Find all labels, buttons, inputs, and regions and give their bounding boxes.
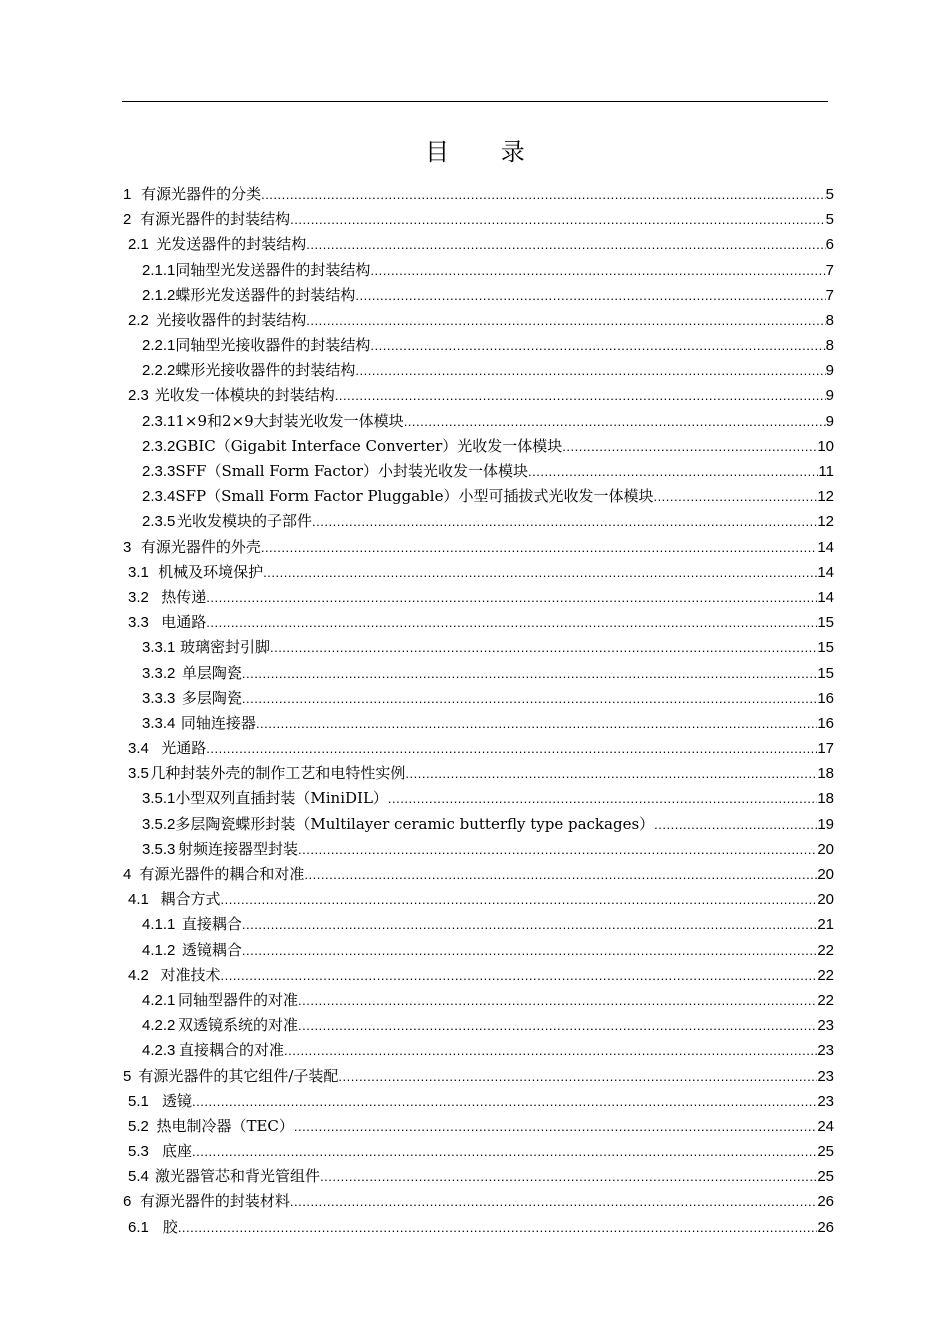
toc-entry-page: 17 [817, 740, 834, 758]
toc-entry-number: 3.3.1 [142, 639, 176, 657]
toc-entry-page: 18 [817, 790, 834, 808]
toc-entry-title: 激光器管芯和背光管组件 [155, 1167, 321, 1186]
toc-entry[interactable] [122, 661, 834, 686]
toc-entry-title: 双透镜系统的对准 [178, 1016, 299, 1035]
toc-entry-number: 3.3.4 [142, 714, 176, 732]
toc-entry-number: 4.2.1 [142, 991, 176, 1009]
toc-entry-title: 光接收器件的封装结构 [156, 310, 307, 329]
toc-entry[interactable] [122, 837, 834, 862]
toc-entry-number: 2.3.4 [142, 488, 176, 506]
toc-entry[interactable] [122, 535, 834, 560]
toc-title: 目 录 [425, 138, 547, 166]
toc-entry-title: SFP（Small Form Factor Pluggable）小型可插拔式光收发一体模块 [175, 487, 654, 506]
toc-entry-page: 12 [817, 488, 834, 506]
toc-entry-page: 20 [817, 866, 834, 884]
toc-entry[interactable] [122, 887, 834, 912]
toc-entry-number: 4.2 [128, 966, 149, 984]
toc-dot-leader [370, 333, 825, 358]
toc-entry-title: 光收发模块的子部件 [177, 512, 313, 531]
toc-dot-leader [355, 283, 825, 308]
toc-entry-number: 4.1.1 [142, 916, 176, 934]
toc-entry-title: 多层陶瓷蝶形封装（Multilayer ceramic butterfly type packages） [175, 814, 655, 833]
toc-dot-leader [263, 560, 817, 585]
toc-entry-title: 热传递 [161, 587, 207, 606]
toc-entry[interactable] [122, 434, 834, 459]
toc-entry-page: 10 [817, 437, 834, 455]
toc-dot-leader [192, 1089, 817, 1114]
toc-dot-leader [306, 232, 825, 257]
toc-dot-leader [270, 635, 817, 660]
toc-entry-title: 光收发一体模块的封装结构 [154, 386, 335, 405]
toc-entry-number: 2.3.2 [142, 437, 176, 455]
toc-dot-leader [338, 1064, 817, 1089]
toc-dot-leader [654, 812, 817, 837]
toc-entry-page: 22 [817, 991, 834, 1009]
toc-entry-title: 热电制冷器（TEC） [156, 1116, 294, 1135]
toc-dot-leader [405, 761, 817, 786]
toc-entry-page: 16 [817, 714, 834, 732]
toc-dot-leader [242, 661, 817, 686]
toc-entry-title: 有源光器件的外壳 [140, 537, 261, 556]
toc-entry-page: 5 [825, 185, 834, 203]
toc-entry-page: 25 [817, 1143, 834, 1161]
toc-entry-page: 7 [825, 286, 834, 304]
toc-entry-page: 11 [818, 463, 834, 481]
toc-dot-leader [242, 938, 817, 963]
toc-entry-page: 14 [817, 563, 834, 581]
toc-dot-leader [261, 182, 826, 207]
toc-entry[interactable] [122, 736, 834, 761]
toc-entry-title: 电通路 [161, 613, 207, 632]
toc-entry-title: 透镜 [162, 1091, 193, 1110]
toc-entry-number: 2.1 [128, 236, 149, 254]
toc-entry-page: 9 [825, 412, 834, 430]
toc-entry-title: 有源光器件的耦合和对准 [139, 865, 305, 884]
toc-entry-page: 5 [825, 211, 834, 229]
toc-entry-number: 3.5.2 [142, 815, 176, 833]
toc-entry[interactable] [122, 459, 834, 484]
toc-entry[interactable] [122, 484, 834, 509]
toc-entry[interactable] [122, 509, 834, 534]
toc-entry-number: 2.3.5 [142, 513, 176, 531]
toc-entry[interactable] [122, 862, 834, 887]
toc-entry[interactable] [122, 333, 834, 358]
toc-entry-number: 3.5 [128, 765, 149, 783]
toc-entry-number: 2.3.3 [142, 463, 176, 481]
toc-entry-number: 3.1 [128, 563, 149, 581]
toc-entry[interactable] [122, 1190, 834, 1215]
toc-entry-number: 2.2 [128, 311, 149, 329]
toc-entry-number: 4 [123, 866, 132, 884]
toc-entry-number: 3 [123, 538, 132, 556]
toc-entry-title: 几种封装外壳的制作工艺和电特性实例 [150, 764, 406, 783]
toc-entry-title: 光发送器件的封装结构 [156, 235, 307, 254]
toc-dot-leader [220, 963, 817, 988]
toc-dot-leader [355, 358, 825, 383]
toc-entry-page: 21 [817, 916, 834, 934]
toc-entry-number: 6.1 [128, 1218, 149, 1236]
toc-entry-number: 2.1.2 [142, 286, 176, 304]
toc-dot-leader [290, 207, 826, 232]
toc-dot-leader [284, 1038, 817, 1063]
toc-entry-page: 16 [817, 689, 834, 707]
toc-dot-leader [290, 1190, 817, 1215]
toc-entry[interactable] [122, 1013, 834, 1038]
toc-entry[interactable] [122, 1038, 834, 1063]
toc-entry-title: 蝶形光发送器件的封装结构 [175, 285, 356, 304]
toc-entry-number: 5.2 [128, 1117, 149, 1135]
toc-entry-title: 同轴型光接收器件的封装结构 [175, 336, 371, 355]
toc-entry-number: 5 [123, 1067, 132, 1085]
toc-entry[interactable] [122, 988, 834, 1013]
toc-dot-leader [242, 912, 817, 937]
toc-entry[interactable] [122, 409, 834, 434]
toc-entry[interactable] [122, 182, 834, 207]
toc-entry-title: 直接耦合 [181, 915, 242, 934]
toc-entry-title: 对准技术 [160, 965, 221, 984]
toc-entry-title: 机械及环境保护 [158, 562, 264, 581]
header-rule [122, 101, 828, 102]
toc-entry-page: 9 [825, 362, 834, 380]
toc-entry[interactable] [122, 912, 834, 937]
toc-entry-page: 15 [817, 614, 834, 632]
toc-entry-number: 3.4 [128, 740, 149, 758]
toc-entry[interactable] [122, 711, 834, 736]
toc-entry-page: 20 [817, 840, 834, 858]
toc-dot-leader [261, 535, 817, 560]
toc-entry-page: 6 [825, 236, 834, 254]
toc-entry-number: 4.2.2 [142, 1017, 176, 1035]
toc-entry-number: 3.2 [128, 588, 149, 606]
toc-entry-page: 26 [817, 1218, 834, 1236]
toc-entry[interactable] [122, 1164, 834, 1189]
toc-entry-page: 8 [825, 311, 834, 329]
toc-entry[interactable] [122, 963, 834, 988]
toc-dot-leader [206, 585, 817, 610]
toc-entry-title: 同轴连接器 [180, 713, 256, 732]
toc-entry-title: 同轴型光发送器件的封装结构 [175, 260, 371, 279]
toc-entry-number: 2.3 [128, 387, 149, 405]
toc-entry[interactable] [122, 787, 834, 812]
toc-entry-title: 单层陶瓷 [181, 663, 242, 682]
toc-entry[interactable] [122, 258, 834, 283]
table-of-contents [122, 182, 834, 1240]
toc-entry[interactable] [122, 232, 834, 257]
toc-entry[interactable] [122, 207, 834, 232]
toc-dot-leader [256, 711, 817, 736]
toc-entry-page: 19 [817, 815, 834, 833]
toc-entry-page: 12 [817, 513, 834, 531]
toc-entry-number: 4.2.3 [142, 1042, 176, 1060]
toc-entry-number: 3.3.2 [142, 664, 176, 682]
toc-dot-leader [404, 409, 826, 434]
toc-entry-page: 24 [817, 1117, 834, 1135]
toc-entry-number: 5.1 [128, 1092, 149, 1110]
toc-entry-title: 蝶形光接收器件的封装结构 [175, 361, 356, 380]
toc-entry-number: 6 [123, 1193, 132, 1211]
toc-entry-page: 25 [817, 1168, 834, 1186]
toc-entry-page: 15 [817, 639, 834, 657]
toc-entry-number: 2.2.2 [142, 362, 176, 380]
toc-entry[interactable] [122, 308, 834, 333]
toc-entry-page: 9 [825, 387, 834, 405]
toc-dot-leader [370, 258, 825, 283]
toc-dot-leader [294, 1114, 817, 1139]
toc-entry[interactable] [122, 1139, 834, 1164]
toc-entry[interactable] [122, 1114, 834, 1139]
toc-entry[interactable] [122, 358, 834, 383]
toc-entry-title: 有源光器件的封装材料 [139, 1192, 290, 1211]
toc-dot-leader [206, 610, 817, 635]
toc-entry-page: 8 [825, 337, 834, 355]
toc-entry-title: 胶 [162, 1217, 178, 1236]
toc-entry[interactable] [122, 283, 834, 308]
toc-entry-title: GBIC（Gigabit Interface Converter）光收发一体模块 [175, 436, 563, 455]
toc-entry-title: 多层陶瓷 [181, 688, 242, 707]
toc-entry[interactable] [122, 1064, 834, 1089]
toc-dot-leader [312, 509, 817, 534]
toc-entry-number: 3.3.3 [142, 689, 176, 707]
toc-entry-page: 23 [817, 1017, 834, 1035]
toc-entry-title: 有源光器件的分类 [141, 184, 262, 203]
toc-entry-page: 22 [817, 966, 834, 984]
toc-dot-leader [298, 1013, 817, 1038]
toc-entry-number: 2.1.1 [142, 261, 176, 279]
toc-dot-leader [388, 787, 817, 812]
toc-entry-page: 23 [817, 1092, 834, 1110]
toc-entry-title: 底座 [162, 1142, 193, 1161]
toc-entry-number: 3.5.1 [142, 790, 176, 808]
toc-dot-leader [298, 988, 817, 1013]
toc-entry-title: SFF（Small Form Factor）小封装光收发一体模块 [175, 462, 529, 481]
toc-entry-number: 5.3 [128, 1143, 149, 1161]
toc-entry-page: 23 [817, 1042, 834, 1060]
toc-entry-number: 2 [123, 211, 132, 229]
toc-entry[interactable] [122, 560, 834, 585]
toc-entry-title: 有源光器件的封装结构 [140, 210, 291, 229]
toc-entry[interactable] [122, 938, 834, 963]
toc-dot-leader [304, 862, 817, 887]
toc-entry-title: 有源光器件的其它组件/子装配 [138, 1066, 339, 1085]
toc-entry-number: 3.5.3 [142, 840, 176, 858]
toc-entry-page: 23 [817, 1067, 834, 1085]
toc-dot-leader [192, 1139, 817, 1164]
toc-entry[interactable] [122, 384, 834, 409]
toc-entry-page: 18 [817, 765, 834, 783]
toc-entry-title: 直接耦合的对准 [178, 1041, 284, 1060]
toc-entry-number: 3.3 [128, 614, 149, 632]
toc-dot-leader [220, 887, 817, 912]
toc-dot-leader [242, 686, 817, 711]
toc-entry[interactable] [122, 812, 834, 837]
toc-entry-title: 射频连接器型封装 [178, 839, 299, 858]
toc-entry[interactable] [122, 635, 834, 660]
toc-entry[interactable] [122, 761, 834, 786]
toc-dot-leader [653, 484, 817, 509]
toc-dot-leader [562, 434, 817, 459]
toc-entry[interactable] [122, 1215, 834, 1240]
toc-entry-number: 4.1.2 [142, 941, 176, 959]
toc-entry[interactable] [122, 1089, 834, 1114]
toc-entry-title: 光通路 [161, 739, 207, 758]
toc-entry-title: 1×9和2×9大封装光收发一体模块 [175, 411, 404, 430]
toc-entry-page: 20 [817, 891, 834, 909]
toc-dot-leader [206, 736, 817, 761]
toc-entry-number: 5.4 [128, 1168, 149, 1186]
toc-entry-number: 2.2.1 [142, 337, 176, 355]
toc-entry-number: 4.1 [128, 891, 149, 909]
toc-entry[interactable] [122, 610, 834, 635]
toc-dot-leader [320, 1164, 817, 1189]
toc-entry-page: 15 [817, 664, 834, 682]
toc-entry-title: 透镜耦合 [181, 940, 242, 959]
toc-entry-title: 玻璃密封引脚 [179, 638, 270, 657]
toc-entry-number: 1 [123, 185, 132, 203]
toc-entry-page: 14 [817, 588, 834, 606]
toc-dot-leader [528, 459, 818, 484]
toc-entry-title: 耦合方式 [160, 890, 221, 909]
toc-entry-title: 同轴型器件的对准 [178, 990, 299, 1009]
toc-dot-leader [178, 1215, 818, 1240]
toc-dot-leader [306, 308, 825, 333]
toc-entry-page: 26 [817, 1193, 834, 1211]
toc-entry-page: 14 [817, 538, 834, 556]
toc-entry-title: 小型双列直插封装（MiniDIL） [175, 789, 388, 808]
toc-dot-leader [335, 384, 826, 409]
toc-dot-leader [298, 837, 817, 862]
toc-entry-page: 22 [817, 941, 834, 959]
toc-entry-number: 2.3.1 [142, 412, 176, 430]
toc-entry[interactable] [122, 686, 834, 711]
toc-entry-page: 7 [825, 261, 834, 279]
toc-entry[interactable] [122, 585, 834, 610]
